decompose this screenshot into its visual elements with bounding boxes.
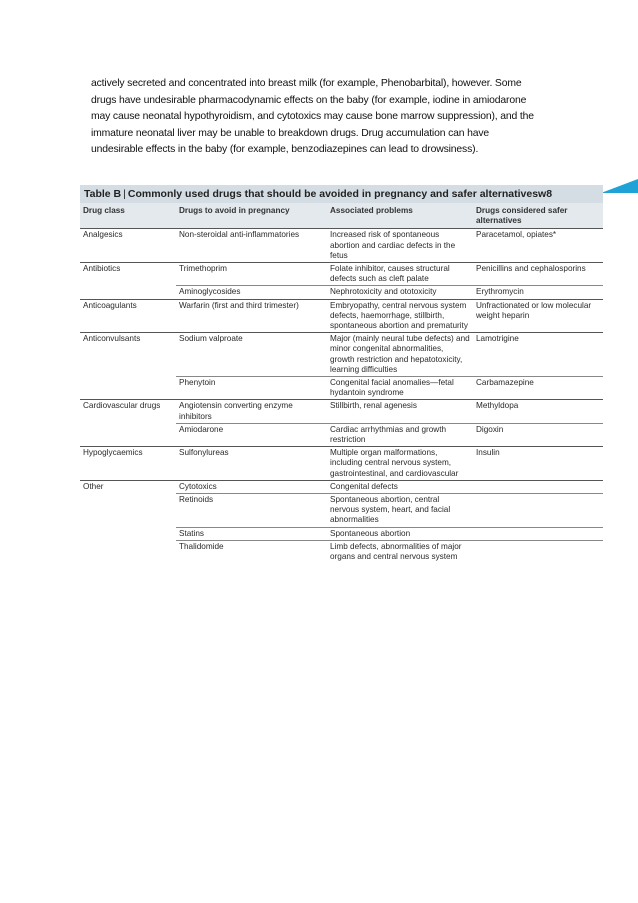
cell-drug-class: [80, 286, 176, 299]
table-row: [80, 447, 603, 481]
body-paragraph: [91, 76, 561, 159]
table-title-prefix: Table B: [84, 188, 122, 200]
cell-drug: Aminoglycosides: [176, 286, 327, 299]
table-header-row: [80, 203, 603, 229]
cell-drug-class: [80, 540, 176, 563]
table-title-text: Commonly used drugs that should be avoided in pregnancy and safer alternativesw8: [127, 188, 553, 200]
header-drugs-to-avoid: Drugs to avoid in pregnancy: [176, 203, 327, 229]
corner-accent-shape: [601, 179, 638, 193]
cell-problems: Spontaneous abortion, central nervous system, heart, and facial abnormalities: [327, 494, 473, 528]
cell-problems: Multiple organ malformations, including central nervous system, gastrointestinal, and cardiovascular: [327, 447, 473, 481]
cell-drug: Cytotoxics: [176, 480, 327, 493]
cell-drug: Thalidomide: [176, 540, 327, 563]
cell-drug-class: [80, 377, 176, 400]
cell-problems: Cardiac arrhythmias and growth restriction: [327, 423, 473, 446]
cell-drug: Phenytoin: [176, 377, 327, 400]
table-body: [80, 229, 603, 563]
cell-drug-class: Antibiotics: [80, 263, 176, 286]
cell-problems: Major (mainly neural tube defects) and minor congenital abnormalities, growth restriction and hepatotoxicity, learning difficulties: [327, 333, 473, 377]
table-row: [80, 377, 603, 400]
paragraph-line: actively secreted and concentrated into breast milk (for example, Phenobarbital), however. Some: [91, 78, 522, 89]
cell-alternative: Insulin: [473, 447, 603, 481]
cell-drug: Retinoids: [176, 494, 327, 528]
drug-table: [80, 203, 603, 563]
cell-drug-class: Anticonvulsants: [80, 333, 176, 377]
cell-alternative: [473, 494, 603, 528]
table-row: [80, 423, 603, 446]
table-row: [80, 299, 603, 333]
cell-alternative: Erythromycin: [473, 286, 603, 299]
cell-alternative: [473, 480, 603, 493]
cell-drug-class: Other: [80, 480, 176, 493]
table-row: [80, 527, 603, 540]
cell-drug-class: Cardiovascular drugs: [80, 400, 176, 423]
cell-drug-class: Analgesics: [83, 230, 123, 240]
table-row: [80, 229, 603, 263]
cell-drug-class: Hypoglycaemics: [80, 447, 176, 481]
header-safer-alternatives: Drugs considered safer alternatives: [473, 203, 603, 229]
table-row: [80, 263, 603, 286]
cell-drug-class: [80, 494, 176, 528]
table-row: [80, 480, 603, 493]
cell-alternative: Unfractionated or low molecular weight heparin: [473, 299, 603, 333]
cell-problems: Congenital defects: [327, 480, 473, 493]
table-row: [80, 333, 603, 377]
cell-problems: Stillbirth, renal agenesis: [327, 400, 473, 423]
cell-problems: Embryopathy, central nervous system defects, haemorrhage, stillbirth, spontaneous abortion and prematurity: [327, 299, 473, 333]
table-row: [80, 286, 603, 299]
table-title: [80, 185, 603, 203]
cell-alternative: Lamotrigine: [473, 333, 603, 377]
cell-drug: Sodium valproate: [176, 333, 327, 377]
cell-problems: Folate inhibitor, causes structural defects such as cleft palate: [327, 263, 473, 286]
cell-drug-class: [80, 527, 176, 540]
cell-problems: Spontaneous abortion: [327, 527, 473, 540]
cell-alternative: [473, 540, 603, 563]
cell-problems: Nephrotoxicity and ototoxicity: [327, 286, 473, 299]
table-row: [80, 540, 603, 563]
cell-problems: Congenital facial anomalies—fetal hydantoin syndrome: [327, 377, 473, 400]
cell-alternative: Paracetamol, opiates*: [476, 230, 557, 240]
cell-alternative: Methyldopa: [473, 400, 603, 423]
header-associated-problems: Associated problems: [327, 203, 473, 229]
paragraph-line: may cause neonatal hypothyroidism, and cytotoxics may cause bone marrow suppression), and the: [91, 111, 534, 123]
paragraph-line: drugs have undesirable pharmacodynamic effects on the baby (for example, iodine in amiodarone: [91, 94, 527, 106]
cell-drug: Sulfonylureas: [176, 447, 327, 481]
cell-alternative: [473, 527, 603, 540]
cell-drug-class: [80, 423, 176, 446]
cell-drug: Amiodarone: [176, 423, 327, 446]
drug-table-image: [80, 185, 603, 600]
cell-drug: Non-steroidal anti-inflammatories: [179, 230, 300, 240]
cell-alternative: Penicillins and cephalosporins: [473, 263, 603, 286]
cell-drug: Statins: [176, 527, 327, 540]
cell-problems: Limb defects, abnormalities of major organs and central nervous system: [327, 540, 473, 563]
cell-drug-class: Anticoagulants: [80, 299, 176, 333]
cell-drug: Trimethoprim: [176, 263, 327, 286]
cell-problems: Increased risk of spontaneous abortion and cardiac defects in the fetus: [330, 230, 456, 260]
cell-alternative: Digoxin: [473, 423, 603, 446]
header-drug-class: Drug class: [80, 203, 176, 229]
table-row: [80, 494, 603, 528]
cell-drug: Warfarin (first and third trimester): [176, 299, 327, 333]
paragraph-line: immature neonatal liver may be unable to breakdown drugs. Drug accumulation can have: [91, 127, 490, 139]
cell-alternative: Carbamazepine: [473, 377, 603, 400]
table-row: [80, 400, 603, 423]
table-title-separator: |: [123, 188, 126, 200]
paragraph-line: undesirable effects in the baby (for example, benzodiazepines can lead to drowsiness).: [91, 144, 479, 156]
cell-drug: Angiotensin converting enzyme inhibitors: [176, 400, 327, 423]
